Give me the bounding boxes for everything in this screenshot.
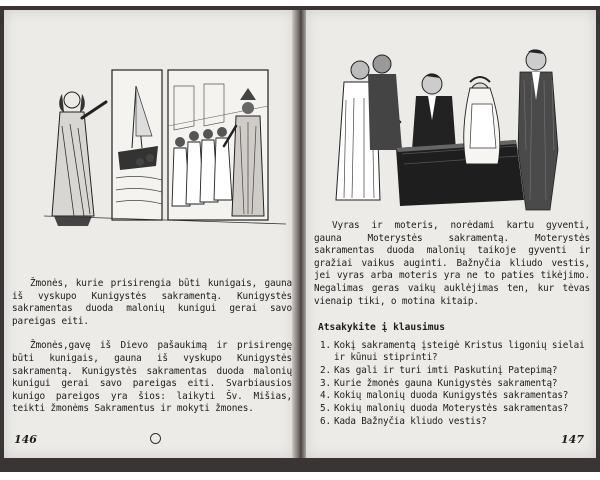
wedding-illustration xyxy=(320,40,570,212)
kneeler xyxy=(396,140,524,206)
left-page-body xyxy=(12,278,292,428)
church-panel xyxy=(168,70,268,220)
ornament-icon xyxy=(150,433,161,444)
page-number: 146 xyxy=(14,433,37,446)
question-number: 6. xyxy=(320,415,331,427)
question-number: 5. xyxy=(320,403,331,415)
page-number: 147 xyxy=(561,433,584,446)
question-text: Kokių malonių duoda Moterystės sakramentas? xyxy=(334,403,569,415)
question-item xyxy=(320,416,588,428)
question-item xyxy=(320,365,588,377)
questions-list xyxy=(320,340,588,428)
question-text: Kokių malonių duoda Kunigystės sakramentas? xyxy=(334,390,569,402)
question-number: 4. xyxy=(320,390,331,402)
paragraph: Žmonės,gavę iš Dievo pašaukimą ir prisirengę būti kunigais, gauna iš vyskupo Kunigystės sakramentą. Kunigystės sakramentas duoda malonių kunigui gerai savo pareigas eiti. Svarbiausios kunigo pareigos yra šios: laikyti Šv. Mišias, teikti žmonėms Sakramentus ir mokyti žmones. xyxy=(12,340,292,415)
question-item xyxy=(320,390,588,402)
question-item xyxy=(320,340,588,364)
groom-figure xyxy=(412,73,456,150)
question-text: Kada Bažnyčia kliudo vestis? xyxy=(334,415,487,427)
priest-figure xyxy=(336,55,402,200)
right-page xyxy=(306,10,596,458)
paragraph: Žmonės, kurie prisirengia būti kunigais, gauna iš vyskupo Kunigystės sakramentą. Kunigystės sakramentas duoda malonių kunigui gerai savo pareigas eiti. xyxy=(12,278,292,327)
question-number: 2. xyxy=(320,364,331,376)
bride-figure xyxy=(464,77,500,164)
paragraph: Vyras ir moteris, norėdami kartu gyventi, gauna Moterystės sakramentą. Moterystės sakramentas duoda malonių taikoje gyventi ir gražiai vaikus auginti. Bažnyčia kliudo vestis, jei vyras arba moteris yra ne to paties tikėjimo. Negalimas geras vaikų auklėjimas ten, kur tėvas vienaip tiki, o motina kitaip. xyxy=(314,220,590,307)
question-number: 3. xyxy=(320,377,331,389)
left-page xyxy=(4,10,294,458)
question-text: Kurie žmonės gauna Kunigystės sakramentą? xyxy=(334,377,558,389)
right-page-body xyxy=(314,220,590,320)
question-item xyxy=(320,378,588,390)
question-number: 1. xyxy=(320,340,331,351)
ordination-illustration xyxy=(44,66,286,238)
question-text: Kas gali ir turi imti Paskutinį Patepimą? xyxy=(334,364,558,376)
questions-heading: Atsakykite į klausimus xyxy=(318,322,446,333)
jesus-panel xyxy=(52,70,162,226)
question-text: Kokį sakramentą įsteigė Kristus ligonių sielai ir kūnui stiprinti? xyxy=(334,340,585,364)
witness-figure xyxy=(518,49,558,210)
question-item xyxy=(320,403,588,415)
